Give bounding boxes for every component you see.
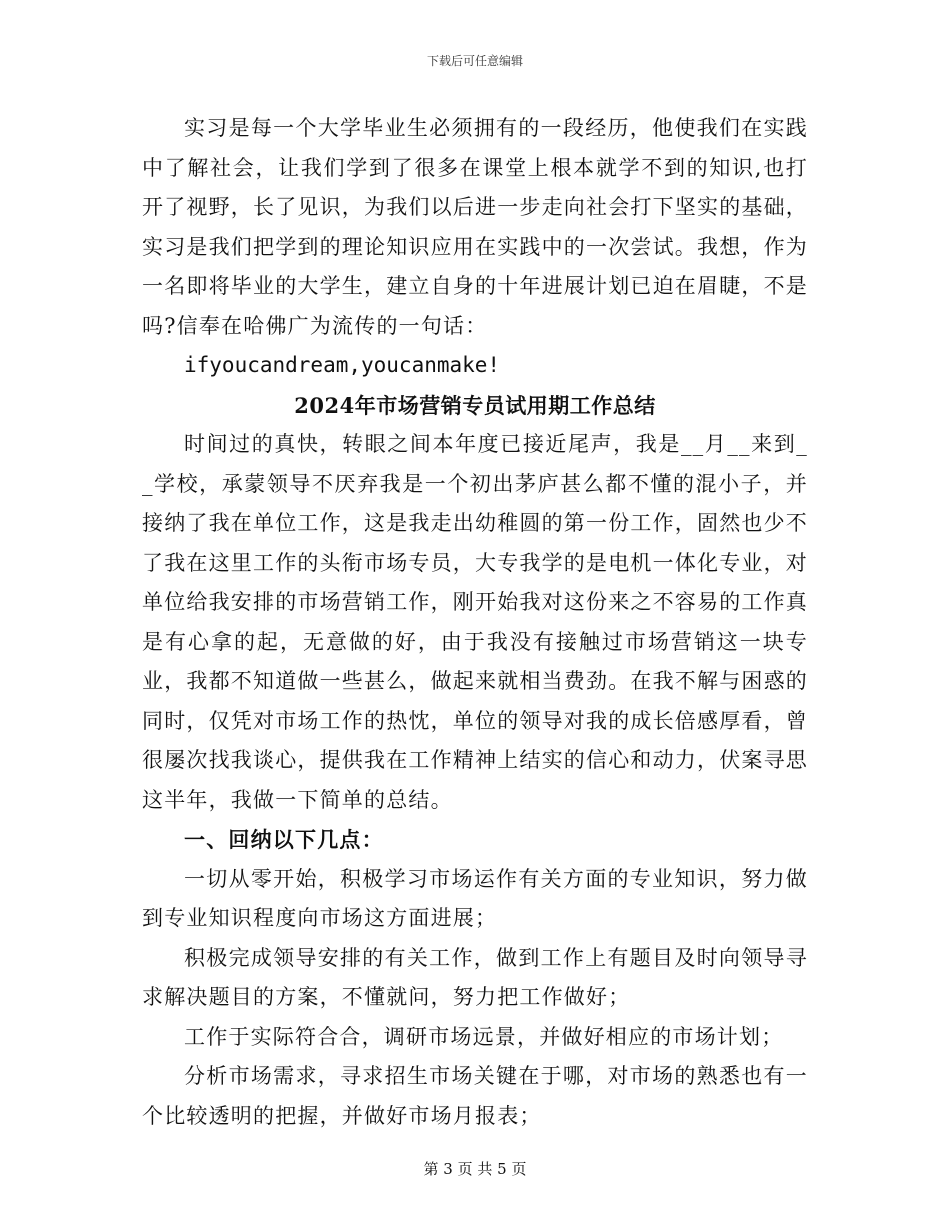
list-item: 一切从零开始，积极学习市场运作有关方面的专业知识，努力做到专业知识程度向市场这方面进展； <box>142 866 808 930</box>
list-item: 积极完成领导安排的有关工作，做到工作上有题目及时向领导寻求解决题目的方案，不懂就问，努力把工作做好； <box>142 945 808 1009</box>
list-item: 分析市场需求，寻求招生市场关键在于哪，对市场的熟悉也有一个比较透明的把握，并做好市场月报表； <box>142 1064 808 1128</box>
article-title: 2024年市场营销专员试用期工作总结 <box>294 392 656 418</box>
article-paragraph-1: 时间过的真快，转眼之间本年度已接近尾声，我是__月__来到__学校，承蒙领导不厌弃我是一个初出茅庐甚么都不懂的混小子，并接纳了我在单位工作，这是我走出幼稚圆的第一份工作，固然也少不了我在这里工作的头衔市场专员，大专我学的是电机一体化专业，对单位给我安排的市场营销工作，刚开始我对这份来之不容易的工作真是有心拿的起，无意做的好，由于我没有接触过市场营销这一块专业，我都不知道做一些甚么，做起来就相当费劲。在我不解与困惑的同时，仅凭对市场工作的热忱，单位的领导对我的成长倍感厚看，曾很屡次找我谈心，提供我在工作精神上结实的信心和动力，伏案寻思这半年，我做一下简单的总结。 <box>142 432 808 812</box>
section-heading-1: 一、回纳以下几点： <box>184 827 384 852</box>
intro-paragraph: 实习是每一个大学毕业生必须拥有的一段经历，他使我们在实践中了解社会，让我们学到了很多在课堂上根本就学不到的知识,也打开了视野，长了见识，为我们以后进一步走向社会打下坚实的基础，实习是我们把学到的理论知识应用在实践中的一次尝试。我想，作为一名即将毕业的大学生，建立自身的十年进展计划已迫在眉睫，不是吗?信奉在哈佛广为流传的一句话： <box>142 116 808 338</box>
list-item: 工作于实际符合合，调研市场远景，并做好相应的市场计划； <box>184 1024 784 1049</box>
intro-quote: ifyoucandream,youcanmake! <box>184 353 501 377</box>
document-body <box>142 109 808 1136</box>
page-footer-number: 第 3 页 共 5 页 <box>423 1160 527 1178</box>
page-header-note: 下载后可任意编辑 <box>426 54 523 68</box>
